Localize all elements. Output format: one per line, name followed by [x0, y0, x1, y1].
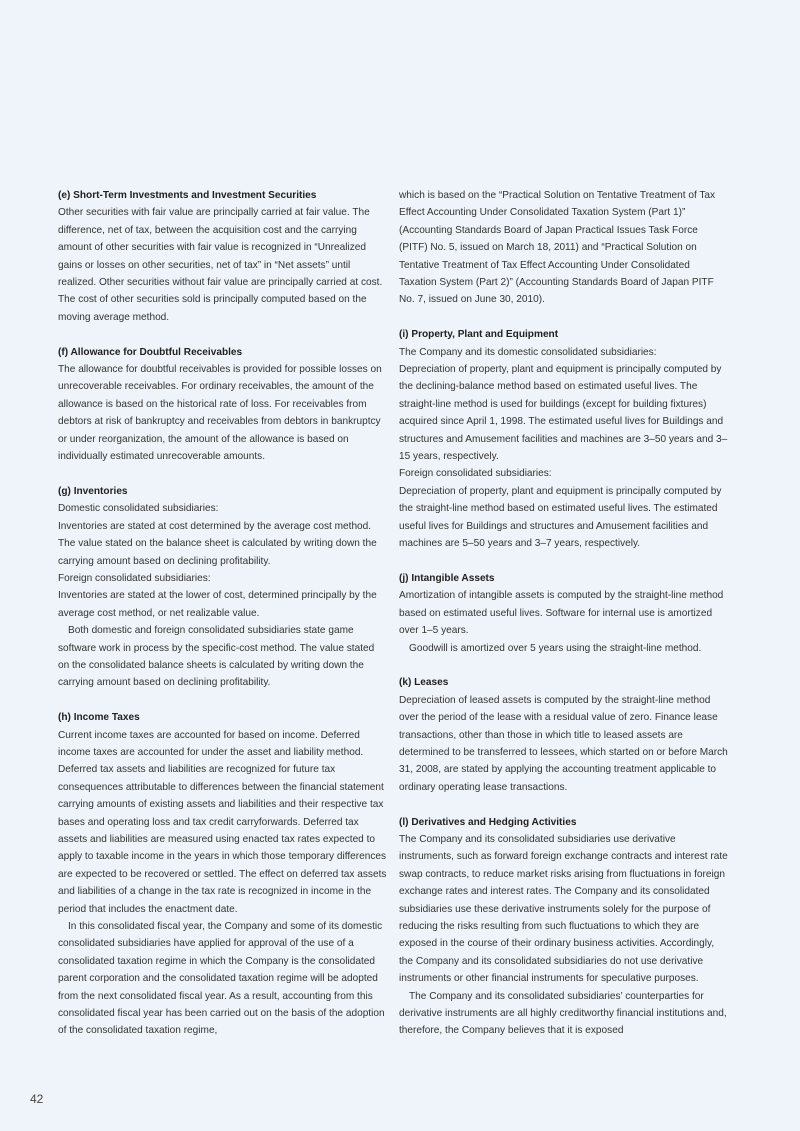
section-g-inventories [58, 483, 388, 692]
paragraph: Inventories are stated at the lower of cost, determined principally by the average cost method, or net realizable value. [58, 590, 377, 619]
paragraph: The Company and its consolidated subsidiaries use derivative instruments, such as forward foreign exchange contracts and interest rate swap contracts, to reduce market risks arising from fluctuations in foreign exchange rates and interest rates. The Company and its consolidated subsidiaries use these derivative instruments solely for the purpose of reducing the risks resulting from such fluctuations to which they are exposed in the course of their ordinary business activities. Accordingly, the Company and its consolidated subsidiaries do not use derivative instruments or other financial instruments for speculative purposes. [399, 833, 728, 985]
section-k-leases [399, 674, 729, 796]
paragraph: Depreciation of property, plant and equipment is principally computed by the declining-balance method based on estimated useful lives. The straight-line method is used for buildings (except for building fixtures) acquired since April 1, 1998. The estimated useful lives for Buildings and structures and Amusement facilities and machines are 3–50 years and 3–15 years, respectively. [399, 364, 728, 463]
section-heading: (h) Income Taxes [58, 712, 140, 724]
paragraph: Foreign consolidated subsidiaries: [58, 572, 211, 584]
section-continued [399, 187, 729, 309]
section-i-property-plant-and-equipment [399, 326, 729, 552]
right-column [399, 187, 729, 1040]
paragraph: Depreciation of leased assets is computed by the straight-line method over the period of the lease with a residual value of zero. Finance lease transactions, other than those in which title to leased assets are determined to be transferred to lessees, which started on or before March 31, 2008, are stated by applying the accounting treatment applicable to ordinary operating lease transactions. [399, 694, 728, 793]
section-heading: (j) Intangible Assets [399, 572, 495, 584]
paragraph: Both domestic and foreign consolidated subsidiaries state game software work in process by the specific-cost method. The value stated on the consolidated balance sheets is calculated by writing down the carrying amount based on declining profitability. [58, 625, 375, 689]
paragraph: Amortization of intangible assets is computed by the straight-line method based on estimated useful lives. Software for internal use is amortized over 1–5 years. [399, 590, 724, 637]
paragraph: The Company and its domestic consolidated subsidiaries: [399, 346, 657, 358]
paragraph: Depreciation of property, plant and equipment is principally computed by the straight-line method based on estimated useful lives. The estimated useful lives for Buildings and structures and Amusement facilities and machines are 5–50 years and 3–7 years, respectively. [399, 485, 722, 550]
section-heading: (k) Leases [399, 677, 449, 689]
section-j-intangible-assets [399, 570, 729, 657]
paragraph: Goodwill is amortized over 5 years using the straight-line method. [409, 642, 702, 654]
paragraph: Other securities with fair value are principally carried at fair value. The difference, net of tax, between the acquisition cost and the carrying amount of other securities with fair value is recognized in “Unrealized gains or losses on other securities, net of tax” in “Net assets” until realized. Other securities without fair value are principally carried at cost. The cost of other securities sold is principally computed based on the moving average method. [58, 207, 383, 323]
paragraph: Foreign consolidated subsidiaries: [399, 468, 552, 480]
section-heading: (i) Property, Plant and Equipment [399, 329, 559, 341]
paragraph: Current income taxes are accounted for based on income. Deferred income taxes are accounted for under the asset and liability method. Deferred tax assets and liabilities are recognized for future tax consequences attributable to differences between the financial statement carrying amounts of existing assets and liabilities and their respective tax bases and operating loss and tax credit carryforwards. Deferred tax assets and liabilities are measured using enacted tax rates expected to apply to taxable income in the years in which those temporary differences are expected to be recovered or settled. The effect on deferred tax assets and liabilities of a change in the tax rate is recognized in income in the period that includes the enactment date. [58, 729, 387, 915]
paragraph: Domestic consolidated subsidiaries: [58, 503, 219, 515]
section-heading: (f) Allowance for Doubtful Receivables [58, 346, 243, 358]
paragraph: which is based on the “Practical Solution on Tentative Treatment of Tax Effect Accounting Under Consolidated Taxation System (Part 1)” (Accounting Standards Board of Japan Practical Issues Task Force (PITF) No. 5, issued on March 18, 2011) and “Practical Solution on Tentative Treatment of Tax Effect Accounting Under Consolidated Taxation System (Part 2)” (Accounting Standards Board of Japan PITF No. 7, issued on June 30, 2010). [399, 190, 716, 306]
section-f-allowance-for-doubtful-receivables [58, 344, 388, 466]
page-number: 42 [30, 1092, 44, 1106]
section-heading: (g) Inventories [58, 485, 128, 497]
paragraph: In this consolidated fiscal year, the Company and some of its domestic consolidated subsidiaries have applied for approval of the use of a consolidated taxation regime in which the Company is the consolidated parent corporation and the consolidated taxation regime will be adopted from the next consolidated fiscal year. As a result, accounting from this consolidated fiscal year has been carried out on the basis of the adoption of the consolidated taxation regime, [58, 921, 385, 1037]
paragraph: The allowance for doubtful receivables is provided for possible losses on unrecoverable receivables. For ordinary receivables, the amount of the allowance is based on the historical rate of loss. For receivables from debtors at risk of bankruptcy and receivables from debtors in bankruptcy or under reorganization, the amount of the allowance is based on individually estimated unrecoverable amounts. [58, 364, 382, 463]
section-e-short-term-investments-and-investment- [58, 187, 388, 326]
section-l-derivatives-and-hedging-activities [399, 814, 729, 1040]
section-heading: (l) Derivatives and Hedging Activities [399, 816, 577, 828]
left-column [58, 187, 388, 1040]
section-heading: (e) Short-Term Investments and Investment Securities [58, 190, 317, 201]
paragraph: The Company and its consolidated subsidiaries’ counterparties for derivative instruments are all highly creditworthy financial institutions and, therefore, the Company believes that it is exposed [399, 990, 727, 1037]
paragraph: Inventories are stated at cost determined by the average cost method. The value stated on the balance sheet is calculated by writing down the carrying amount based on declining profitability. [58, 520, 377, 567]
section-h-income-taxes [58, 709, 388, 1040]
